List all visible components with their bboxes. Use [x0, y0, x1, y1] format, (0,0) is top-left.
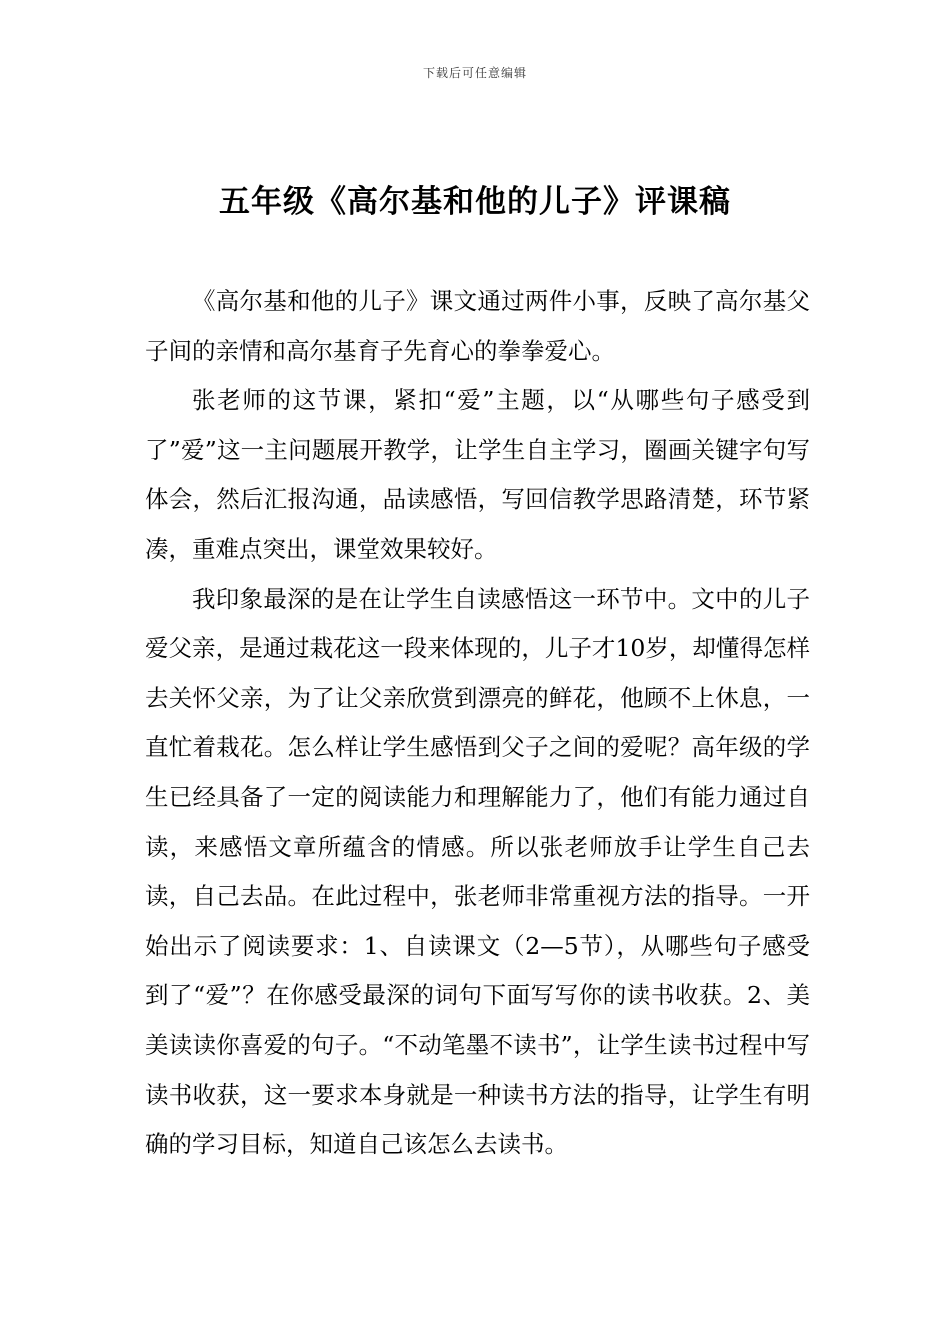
- paragraph-impression: 我印象最深的是在让学生自读感悟这一环节中。文中的儿子爱父亲，是通过栽花这一段来体现的，儿子才10岁，却懂得怎样去关怀父亲，为了让父亲欣赏到漂亮的鲜花，他顾不上休息，一直忙着栽花。怎么样让学生感悟到父子之间的爱呢？高年级的学生已经具备了一定的阅读能力和理解能力了，他们有能力通过自读，来感悟文章所蕴含的情感。所以张老师放手让学生自己去读，自己去品。在此过程中，张老师非常重视方法的指导。一开始出示了阅读要求：1、自读课文（2—5节），从哪些句子感受到了“爱”？在你感受最深的词句下面写写你的读书收获。2、美美读读你喜爱的句子。“不动笔墨不读书”，让学生读书过程中写读书收获，这一要求本身就是一种读书方法的指导，让学生有明确的学习目标，知道自己该怎么去读书。: [145, 584, 810, 1159]
- document-body: [145, 277, 810, 1170]
- paragraph-intro: 《高尔基和他的儿子》课文通过两件小事，反映了高尔基父子间的亲情和高尔基育子先育心的拳拳爱心。: [145, 287, 810, 365]
- page-header-note: 下载后可任意编辑: [422, 66, 527, 80]
- paragraph-overview: 张老师的这节课，紧扣“爱”主题，以“从哪些句子感受到了”爱”这一主问题展开教学，让学生自主学习，圈画关键字句写体会，然后汇报沟通，品读感悟，写回信教学思路清楚，环节紧凑，重难点突出，课堂效果较好。: [145, 386, 810, 563]
- document-title: 五年级《高尔基和他的儿子》评课稿: [219, 184, 731, 220]
